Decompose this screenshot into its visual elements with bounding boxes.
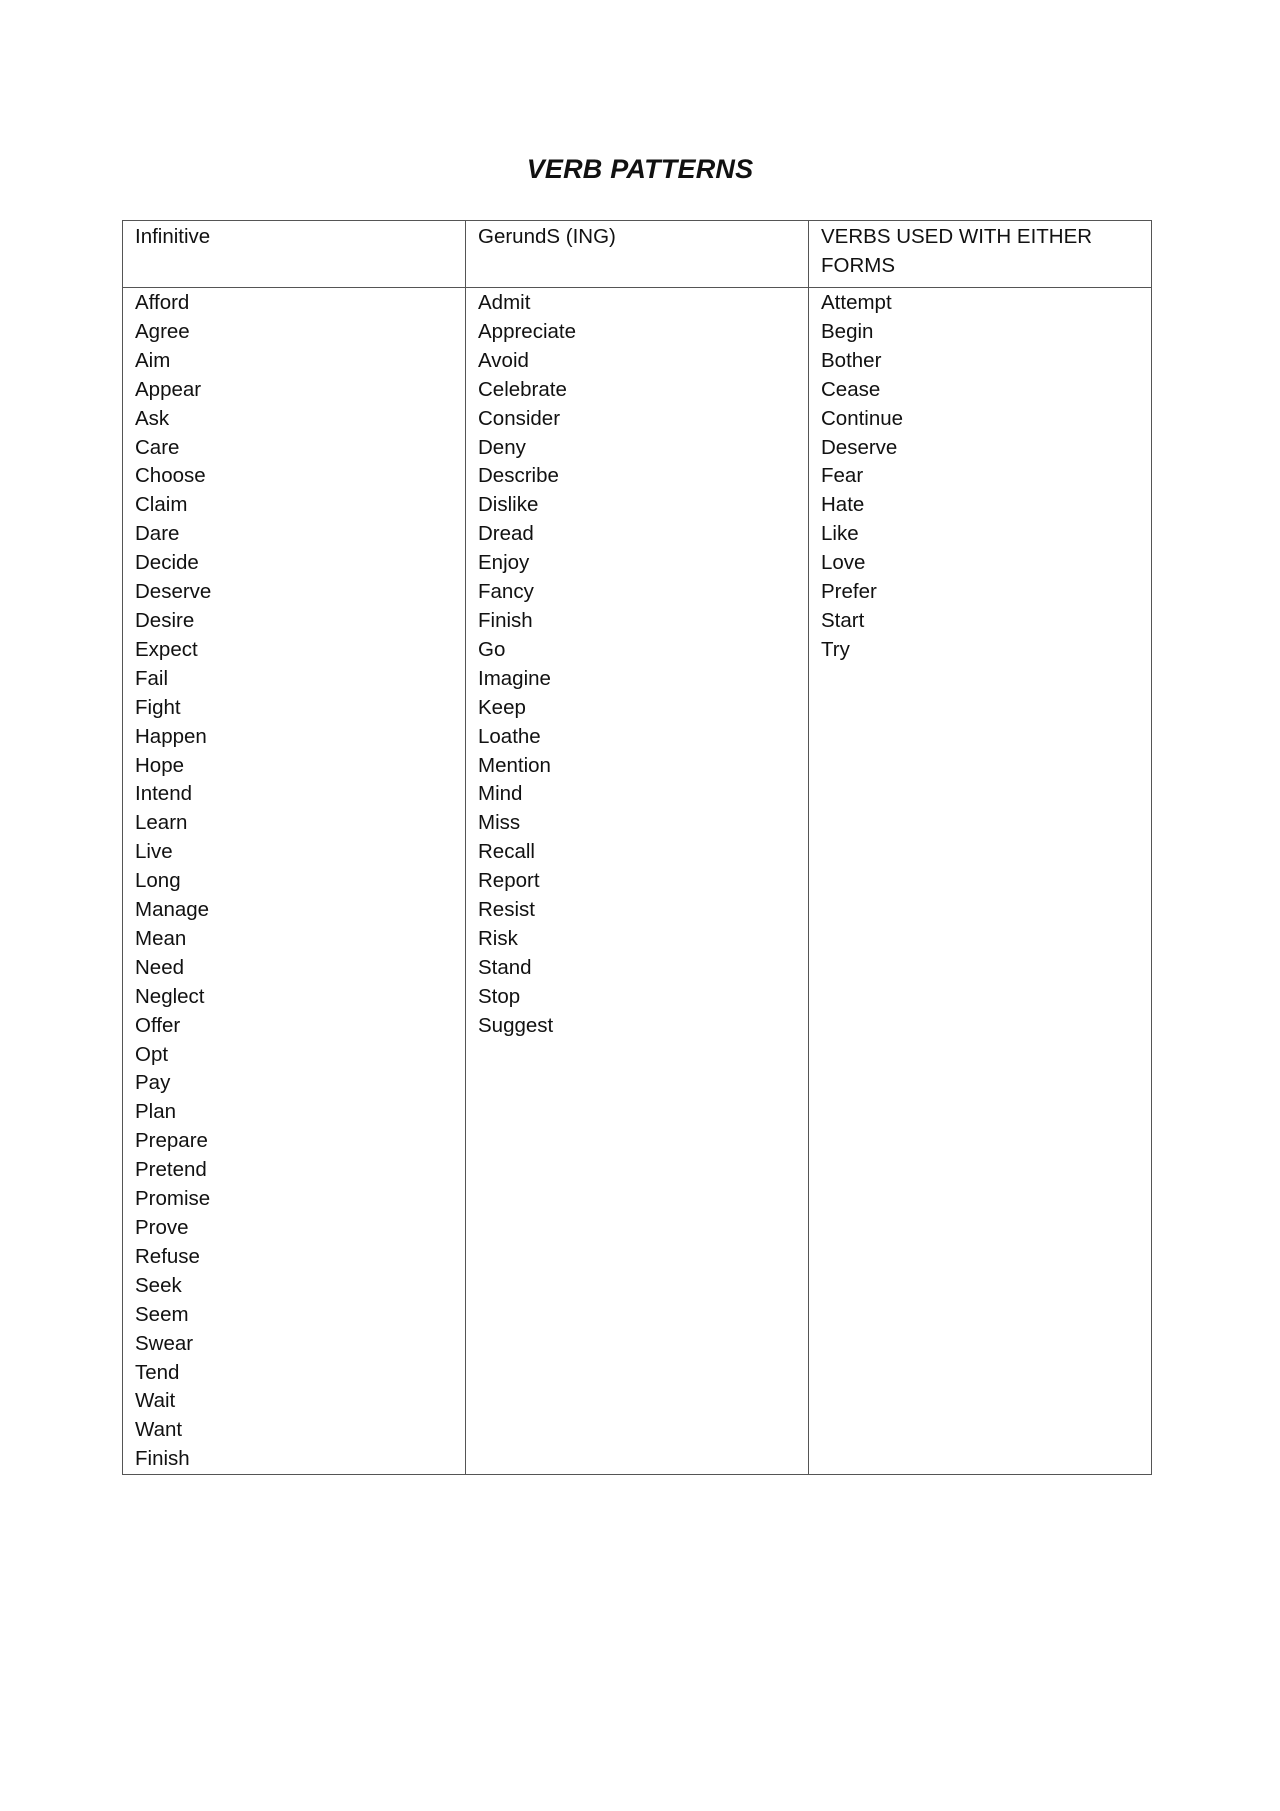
list-item: Live <box>135 840 173 864</box>
page-title: VERB PATTERNS <box>526 154 754 184</box>
list-item: Mind <box>478 782 523 806</box>
list-item: Finish <box>135 1447 190 1471</box>
list-item: Appreciate <box>478 319 577 343</box>
list-item: Consider <box>478 406 561 430</box>
list-item: Deserve <box>135 580 212 604</box>
list-item: Manage <box>135 898 210 922</box>
list-item: Appear <box>135 377 202 401</box>
list-item: Avoid <box>478 348 529 372</box>
list-item: Love <box>821 551 866 575</box>
list-item: Ask <box>135 406 170 430</box>
list-item: Start <box>821 608 865 632</box>
list-item: Cease <box>821 377 881 401</box>
list-item: Learn <box>135 811 188 835</box>
list-item: Agree <box>135 319 190 343</box>
list-item: Attempt <box>821 291 892 314</box>
list-item: Fear <box>821 464 864 488</box>
list-item: Loathe <box>478 724 541 748</box>
list-item: Fancy <box>478 580 534 604</box>
either-forms-column <box>809 288 1152 1475</box>
gerunds-column <box>466 288 809 1475</box>
list-item: Continue <box>821 406 904 430</box>
list-item: Suggest <box>478 1013 554 1037</box>
list-item: Seem <box>135 1302 189 1326</box>
list-item: Plan <box>135 1100 177 1124</box>
list-item: Celebrate <box>478 377 567 401</box>
list-item: Mention <box>478 753 551 777</box>
list-item: Need <box>135 955 185 979</box>
list-item: Swear <box>135 1331 194 1355</box>
list-item: Opt <box>135 1042 169 1066</box>
list-item: Pay <box>135 1071 171 1095</box>
list-item: Decide <box>135 551 199 575</box>
list-item: Deny <box>478 435 526 459</box>
list-item: Enjoy <box>478 551 530 575</box>
list-item: Describe <box>478 464 559 488</box>
list-item: Afford <box>135 291 190 314</box>
list-item: Long <box>135 869 181 893</box>
list-item: Finish <box>478 608 533 632</box>
list-item: Stand <box>478 955 532 979</box>
list-item: Bother <box>821 348 882 372</box>
list-item: Hate <box>821 493 865 517</box>
list-item: Care <box>135 435 180 459</box>
list-item: Like <box>821 522 859 546</box>
list-item: Recall <box>478 840 535 864</box>
list-item: Miss <box>478 811 521 835</box>
list-item: Admit <box>478 291 531 314</box>
list-item: Claim <box>135 493 188 517</box>
list-item: Pretend <box>135 1158 207 1182</box>
list-item: Report <box>478 869 540 893</box>
list-item: Prefer <box>821 580 877 604</box>
list-item: Imagine <box>478 666 551 690</box>
list-item: Aim <box>135 348 171 372</box>
list-item: Want <box>135 1418 183 1442</box>
list-item: Neglect <box>135 984 205 1008</box>
list-item: Desire <box>135 608 195 632</box>
table-body-row <box>123 288 1152 1475</box>
list-item: Intend <box>135 782 192 806</box>
list-item: Seek <box>135 1273 182 1297</box>
list-item: Dislike <box>478 493 539 517</box>
header-gerunds: GerundS (ING) <box>466 221 809 288</box>
list-item: Go <box>478 637 506 661</box>
list-item: Keep <box>478 695 526 719</box>
list-item: Fight <box>135 695 181 719</box>
list-item: Promise <box>135 1187 211 1211</box>
list-item: Risk <box>478 926 518 950</box>
verb-patterns-table <box>122 220 1152 1475</box>
list-item: Prove <box>135 1216 189 1239</box>
list-item: Tend <box>135 1360 180 1384</box>
list-item: Fail <box>135 666 169 690</box>
list-item: Try <box>821 637 850 661</box>
list-item: Hope <box>135 753 185 777</box>
list-item: Dare <box>135 522 180 546</box>
header-infinitive: Infinitive <box>123 221 466 288</box>
list-item: Resist <box>478 898 535 922</box>
list-item: Mean <box>135 926 187 950</box>
list-item: Offer <box>135 1013 181 1037</box>
list-item: Begin <box>821 319 874 343</box>
list-item: Expect <box>135 637 198 661</box>
list-item: Prepare <box>135 1129 208 1153</box>
list-item: Choose <box>135 464 206 488</box>
list-item: Happen <box>135 724 207 748</box>
list-item: Deserve <box>821 435 898 459</box>
list-item: Wait <box>135 1389 176 1413</box>
table-header-row <box>123 221 1152 288</box>
infinitive-column <box>123 288 466 1475</box>
header-either-forms: VERBS USED WITH EITHER FORMS <box>809 221 1152 288</box>
list-item: Dread <box>478 522 534 546</box>
list-item: Stop <box>478 984 521 1008</box>
list-item: Refuse <box>135 1244 200 1268</box>
